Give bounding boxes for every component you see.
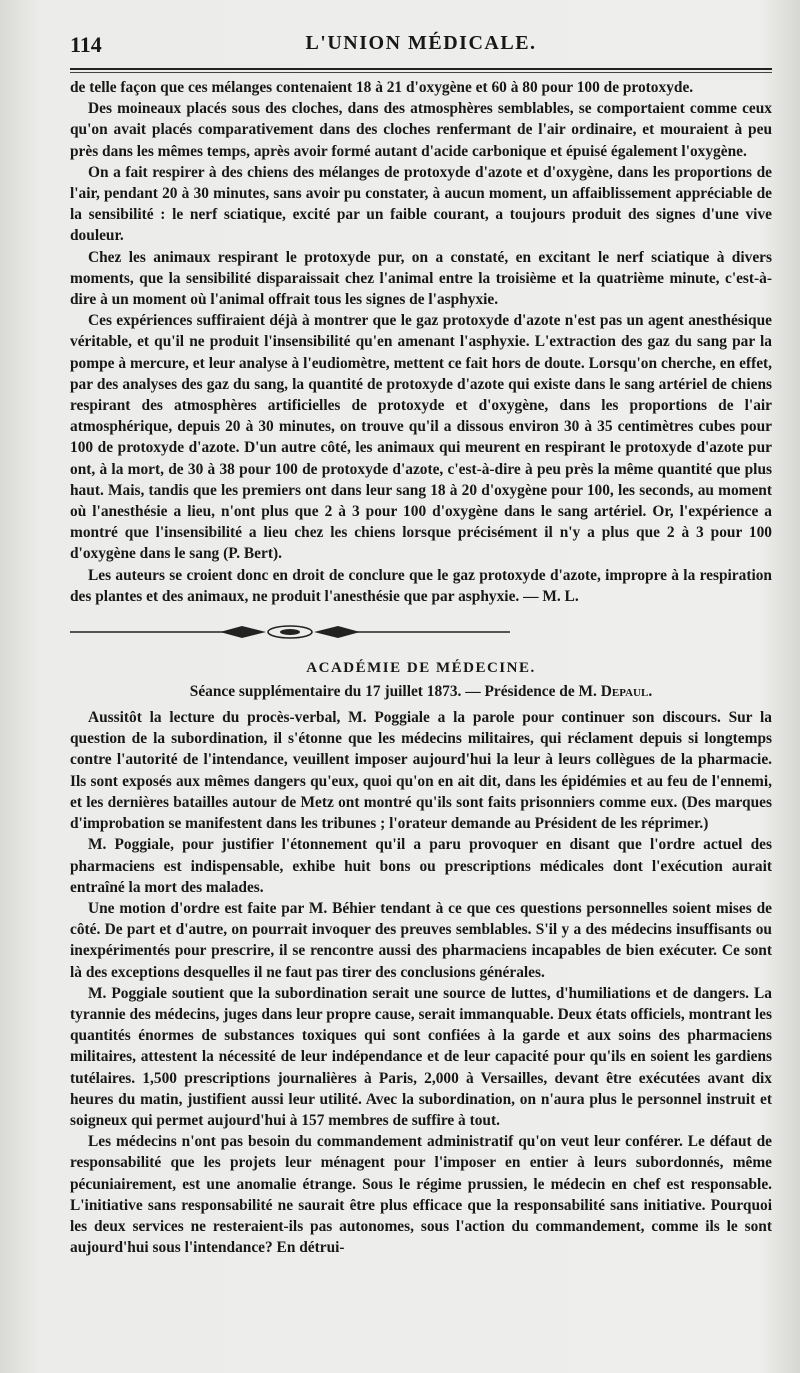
article-paragraph: de telle façon que ces mélanges contenaient 18 à 21 d'oxygène et 60 à 80 pour 100 de protoxyde. xyxy=(70,79,694,96)
ornamental-divider xyxy=(70,621,510,643)
header-rule xyxy=(70,68,772,73)
academy-paragraph: M. Poggiale, pour justifier l'étonnement qu'il a paru provoquer en disant que l'ordre actuel des pharmaciens est indispensable, exhibe huit bons ou prescriptions médicales dont l'exécution aurait entraîné la mort des malades. xyxy=(70,836,772,896)
article-paragraph: Ces expériences suffiraient déjà à montrer que le gaz protoxyde d'azote n'est pas un agent anesthésique véritable, et qu'il ne produit l'insensibilité qu'en amenant l'asphyxie. L'extraction des gaz du sang par la pompe à mercure, et leur analyse à l'eudiomètre, mettent ce fait hors de doute. Lorsqu'on cherche, en effet, par des analyses des gaz du sang, la quantité de protoxyde d'azote qui existe dans le sang artériel de chiens respirant des atmosphères artificielles de protoxyde et d'oxygène, dans les proportions de l'air atmosphérique, depuis 20 à 30 minutes, on trouve qu'il a dissous environ 30 à 35 centimètres cubes pour 100 de protoxyde d'azote. D'un autre côté, les animaux qui meurent en respirant le protoxyde d'azote pur ont, à la mort, de 30 à 38 pour 100 de protoxyde d'azote, c'est-à-dire à peu près la même quantité que plus haut. Mais, tandis que les premiers ont dans leur sang 18 à 20 d'oxygène pour 100, les seconds, au moment où l'anesthésie a lieu, n'ont plus que 2 à 3 pour 100 d'oxygène dans le sang artériel. Or, l'expérience a montré que l'insensibilité a lieu chez les chiens lorsque précisément il n'y a plus que 2 à 3 pour 100 d'oxygène dans le sang (P. Bert). xyxy=(70,312,772,563)
article-paragraph: On a fait respirer à des chiens des mélanges de protoxyde d'azote et d'oxygène, dans les proportions de l'air, pendant 20 à 30 minutes, sans avoir pu constater, à aucun moment, un affaiblissement appréciable de la sensibilité : le nerf sciatique, excité par un faible courant, a toujours produit des signes d'une vive douleur. xyxy=(70,163,772,245)
page-header xyxy=(70,28,772,68)
session-prefix: Séance supplémentaire du 17 juillet 1873. — Présidence de M. xyxy=(189,683,597,701)
running-title: L'UNION MÉDICALE. xyxy=(305,32,537,54)
article-paragraph: Chez les animaux respirant le protoxyde pur, on a constaté, en excitant le nerf sciatique à divers moments, que la sensibilité disparaissait chez l'animal entre la troisième et la quatrième minute, c'est-à-dire à un moment où l'animal offrait tous les signes de l'asphyxie. xyxy=(70,248,772,309)
academy-paragraph: Une motion d'ordre est faite par M. Béhier tendant à ce que ces questions personnelles soient mises de côté. De part et d'autre, on pourrait invoquer des preuves semblables. S'il y a des médecins insuffisants ou inexpérimentés pour prescrire, il se rencontre aussi des pharmaciens incapables de bien exécuter. Ce sont là des exceptions desquelles il ne faut pas tirer des conclusions générales. xyxy=(70,899,772,981)
academy-report xyxy=(70,707,772,1258)
session-line: Séance supplémentaire du 17 juillet 1873. — Présidence de M. Depaul. xyxy=(189,683,653,701)
article-protoxyde xyxy=(70,77,772,607)
academy-paragraph: Les médecins n'ont pas besoin du commandement administratif qu'on veut leur conférer. Le défaut de responsabilité que les projets leur ménagent pour l'imposer en entier à leurs subordonnés, même pécuniairement, est une anomalie étrange. Sous le régime prussien, le médecin en chef est responsable. L'initiative sans responsabilité ne saurait être plus efficace que la responsabilité sans initiative. Pourquoi les deux services ne resteraient-ils pas autonomes, sous l'action du commandement, comme ils le sont aujourd'hui sous l'intendance? En détrui- xyxy=(70,1133,772,1257)
section-title: ACADÉMIE DE MÉDECINE. xyxy=(306,660,536,677)
page-number: 114 xyxy=(70,32,102,57)
academy-paragraph: Aussitôt la lecture du procès-verbal, M. Poggiale a la parole pour continuer son discours. Sur la question de la subordination, il s'étonne que les médecins militaires, qui réclament depuis si longtemps contre l'autorité de l'intendance, veuillent imposer aujourd'hui la leur à leurs collègues de la pharmacie. Ils sont exposés aux mêmes dangers qu'eux, quoi qu'on en ait dit, dans les épidémies et au feu de l'ennemi, et les dernières batailles autour de Metz ont montré qu'ils sont faits prisonniers comme eux. (Des marques d'improbation se manifestent dans les tribunes ; l'orateur demande au Président de les réprimer.) xyxy=(70,709,772,833)
academy-paragraph: M. Poggiale soutient que la subordination serait une source de luttes, d'humiliations et de dangers. La tyrannie des médecins, juges dans leur propre cause, serait immanquable. Deux états officiels, montrant les quantités énormes de substances toxiques qui sont confiées à la garde et aux soins des pharmaciens militaires, attestent la nécessité de leur indépendance et de leur capacité pour qu'ils en soient les gardiens tutélaires. 1,500 prescriptions journalières à Paris, 2,000 à Versailles, devant être exécutées avant dix heures du matin, justifient aussi leur utilité. Avec la subordination, on n'aura plus le personnel instruit et soigneux qui permet aujourd'hui à 157 membres de suffire à tout. xyxy=(70,984,772,1129)
article-paragraph: Les auteurs se croient donc en droit de conclure que le gaz protoxyde d'azote, impropre à la respiration des plantes et des animaux, ne produit l'anesthésie que par asphyxie. — M. L. xyxy=(70,566,772,605)
president-name: Depaul xyxy=(600,683,649,701)
article-paragraph: Des moineaux placés sous des cloches, dans des atmosphères semblables, se comportaient comme ceux qu'on avait placés comparativement dans des cloches renfermant de l'air ordinaire, et mouraient à peu près dans les mêmes temps, après avoir formé autant d'acide carbonique et épuisé également l'oxygène. xyxy=(70,100,772,160)
